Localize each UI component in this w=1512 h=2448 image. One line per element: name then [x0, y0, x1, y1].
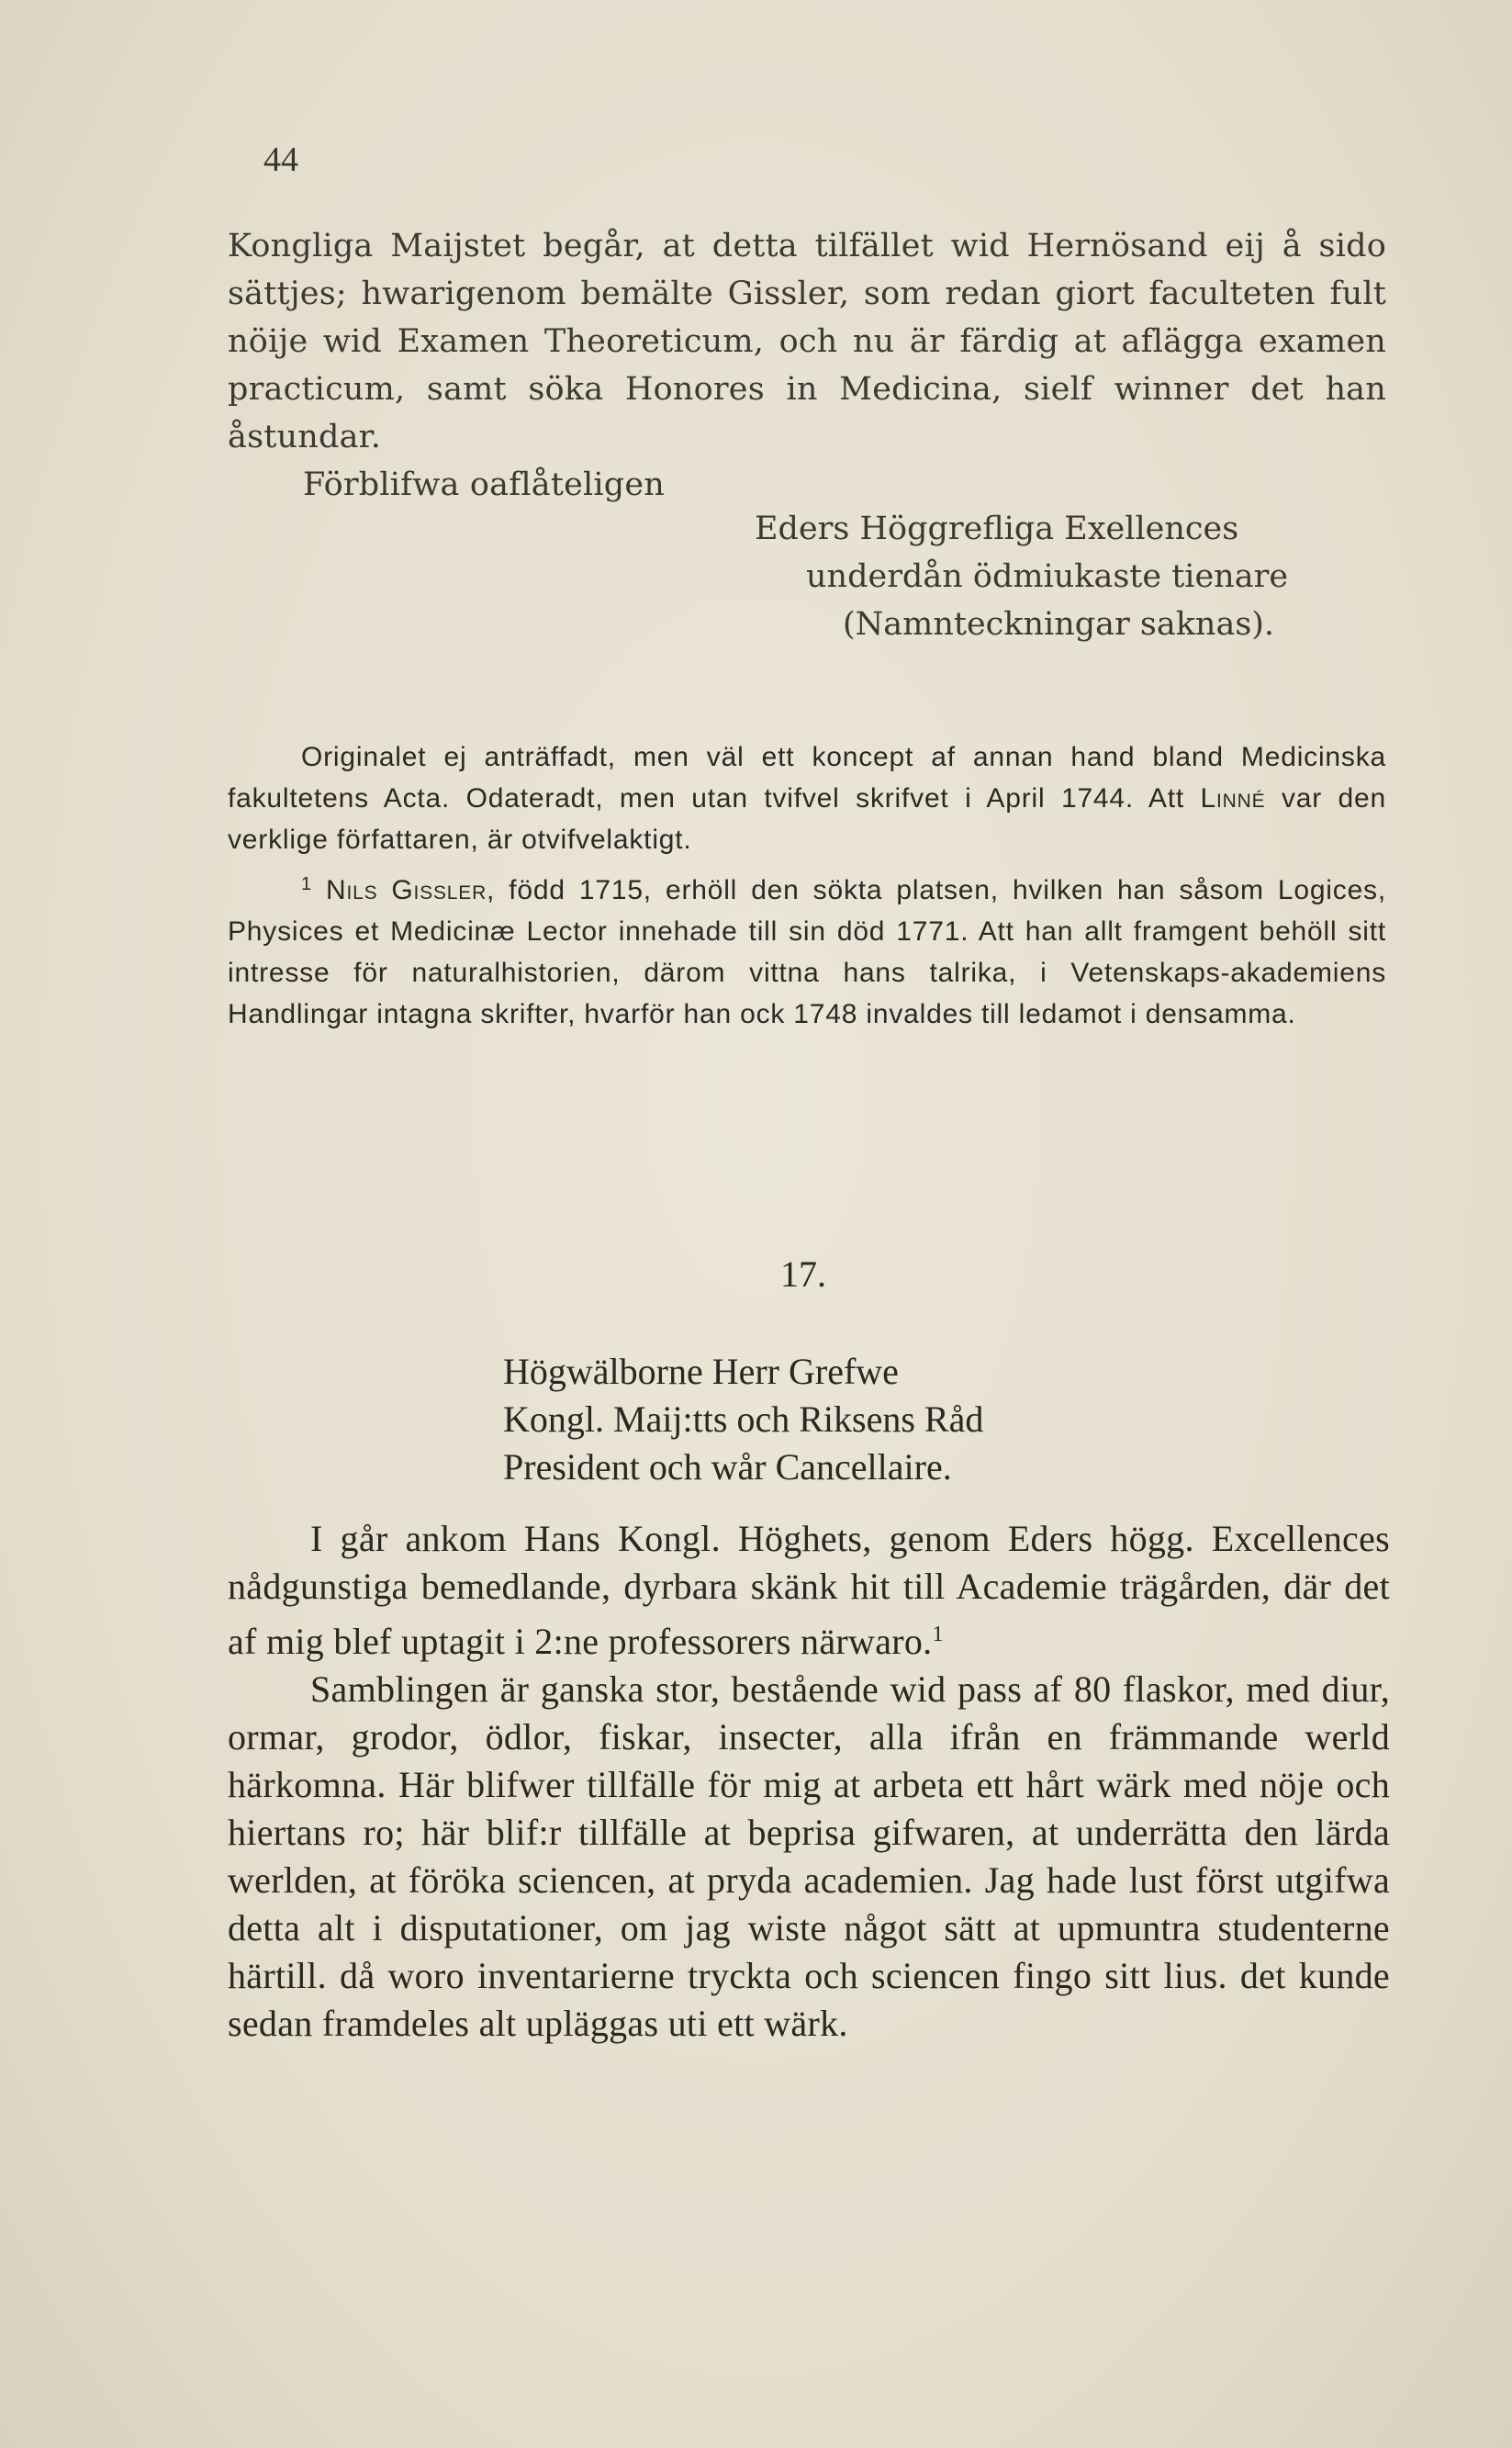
letter-text — [228, 222, 1386, 509]
source-note-text: Att — [1148, 783, 1185, 814]
signature-line: underdån ödmiukaste tienare — [806, 558, 1289, 595]
editorial-notes — [228, 736, 1386, 1035]
letter17-body — [228, 1515, 1390, 2048]
page-number: 44 — [263, 140, 298, 179]
letter17-paragraph — [228, 1515, 1390, 1666]
letter-paragraph: Kongliga Maijstet begår, at detta tilfället wid Hernösand eij å sido sättjes; hwarigenom bemälte Gissler, som redan giort faculteten fult nöije wid Examen Theoreticum, och nu är färdig at aflägga examen practicum, samt söka Honores in Medicina, sielf winner det han åstundar. — [228, 228, 1386, 455]
source-note-text: Originalet ej anträffadt, men väl ett koncept af annan hand bland Medicinska fakultetens Acta. Odateradt, men utan tvifvel skrifvet i April 1744. — [228, 742, 1386, 814]
letter17-paragraph-text: I går ankom Hans Kongl. Höghets, genom Eders högg. Excellences nådgunstiga bemedlande, dyrbara skänk hit till Academie trägården, där det af mig blef uptagit i 2:ne professorers närwaro. — [228, 1518, 1390, 1662]
salutation-line: President och wår Cancellaire. — [503, 1446, 952, 1488]
author-name: Linné — [1200, 783, 1266, 814]
signature-line: (Namnteckningar saknas). — [843, 606, 1275, 643]
source-note-text: var den verklige författaren, är otvifvelaktigt. — [228, 783, 1386, 855]
salutation-line: Kongl. Maij:tts och Riksens Råd — [503, 1398, 984, 1440]
footnote-marker: 1 — [301, 874, 312, 894]
letter-closing: Förblifwa oaflåteligen — [303, 466, 666, 503]
footnote-text: född 1715, erhöll den sökta platsen, hvilken han såsom Logices, Physices et Medicinæ Lector innehade till sin död 1771. Att han allt framgent behöll sitt intresse för naturalhistorien, därom vittna hans talrika, i Vetenskaps-akademiens Handlingar intagna skrifter, hvarför han ock 1748 invaldes till ledamot i densamma. — [228, 875, 1386, 1029]
signature-line: Eders Höggrefliga Exellences — [755, 511, 1239, 547]
salutation — [503, 1348, 983, 1491]
salutation-line: Högwälborne Herr Grefwe — [503, 1351, 899, 1392]
source-note — [228, 736, 1386, 860]
footnote — [228, 864, 1386, 1035]
footnote-name: Nils Gissler, — [325, 875, 496, 905]
letter-number: 17. — [780, 1253, 826, 1295]
footnote-marker: 1 — [932, 1623, 944, 1646]
letter17-paragraph: Samblingen är ganska stor, bestående wid pass af 80 flaskor, med diur, ormar, grodor, ödlor, fiskar, insecter, alla ifrån en främmande werld härkomna. Här blifwer tillfälle för mig at arbeta ett hårt wärk med nöje och hiertans ro; här blif:r tillfälle at beprisa gifwaren, at underrätta den lärda werlden, at föröka sciencen, at pryda academien. Jag hade lust först utgifwa detta alt i disputationer, om jag wiste något sätt at upmuntra studenterne härtill. då woro inventarierne tryckta och sciencen fingo sitt lius. det kunde sedan framdeles alt upläggas uti ett wärk. — [228, 1668, 1390, 2044]
